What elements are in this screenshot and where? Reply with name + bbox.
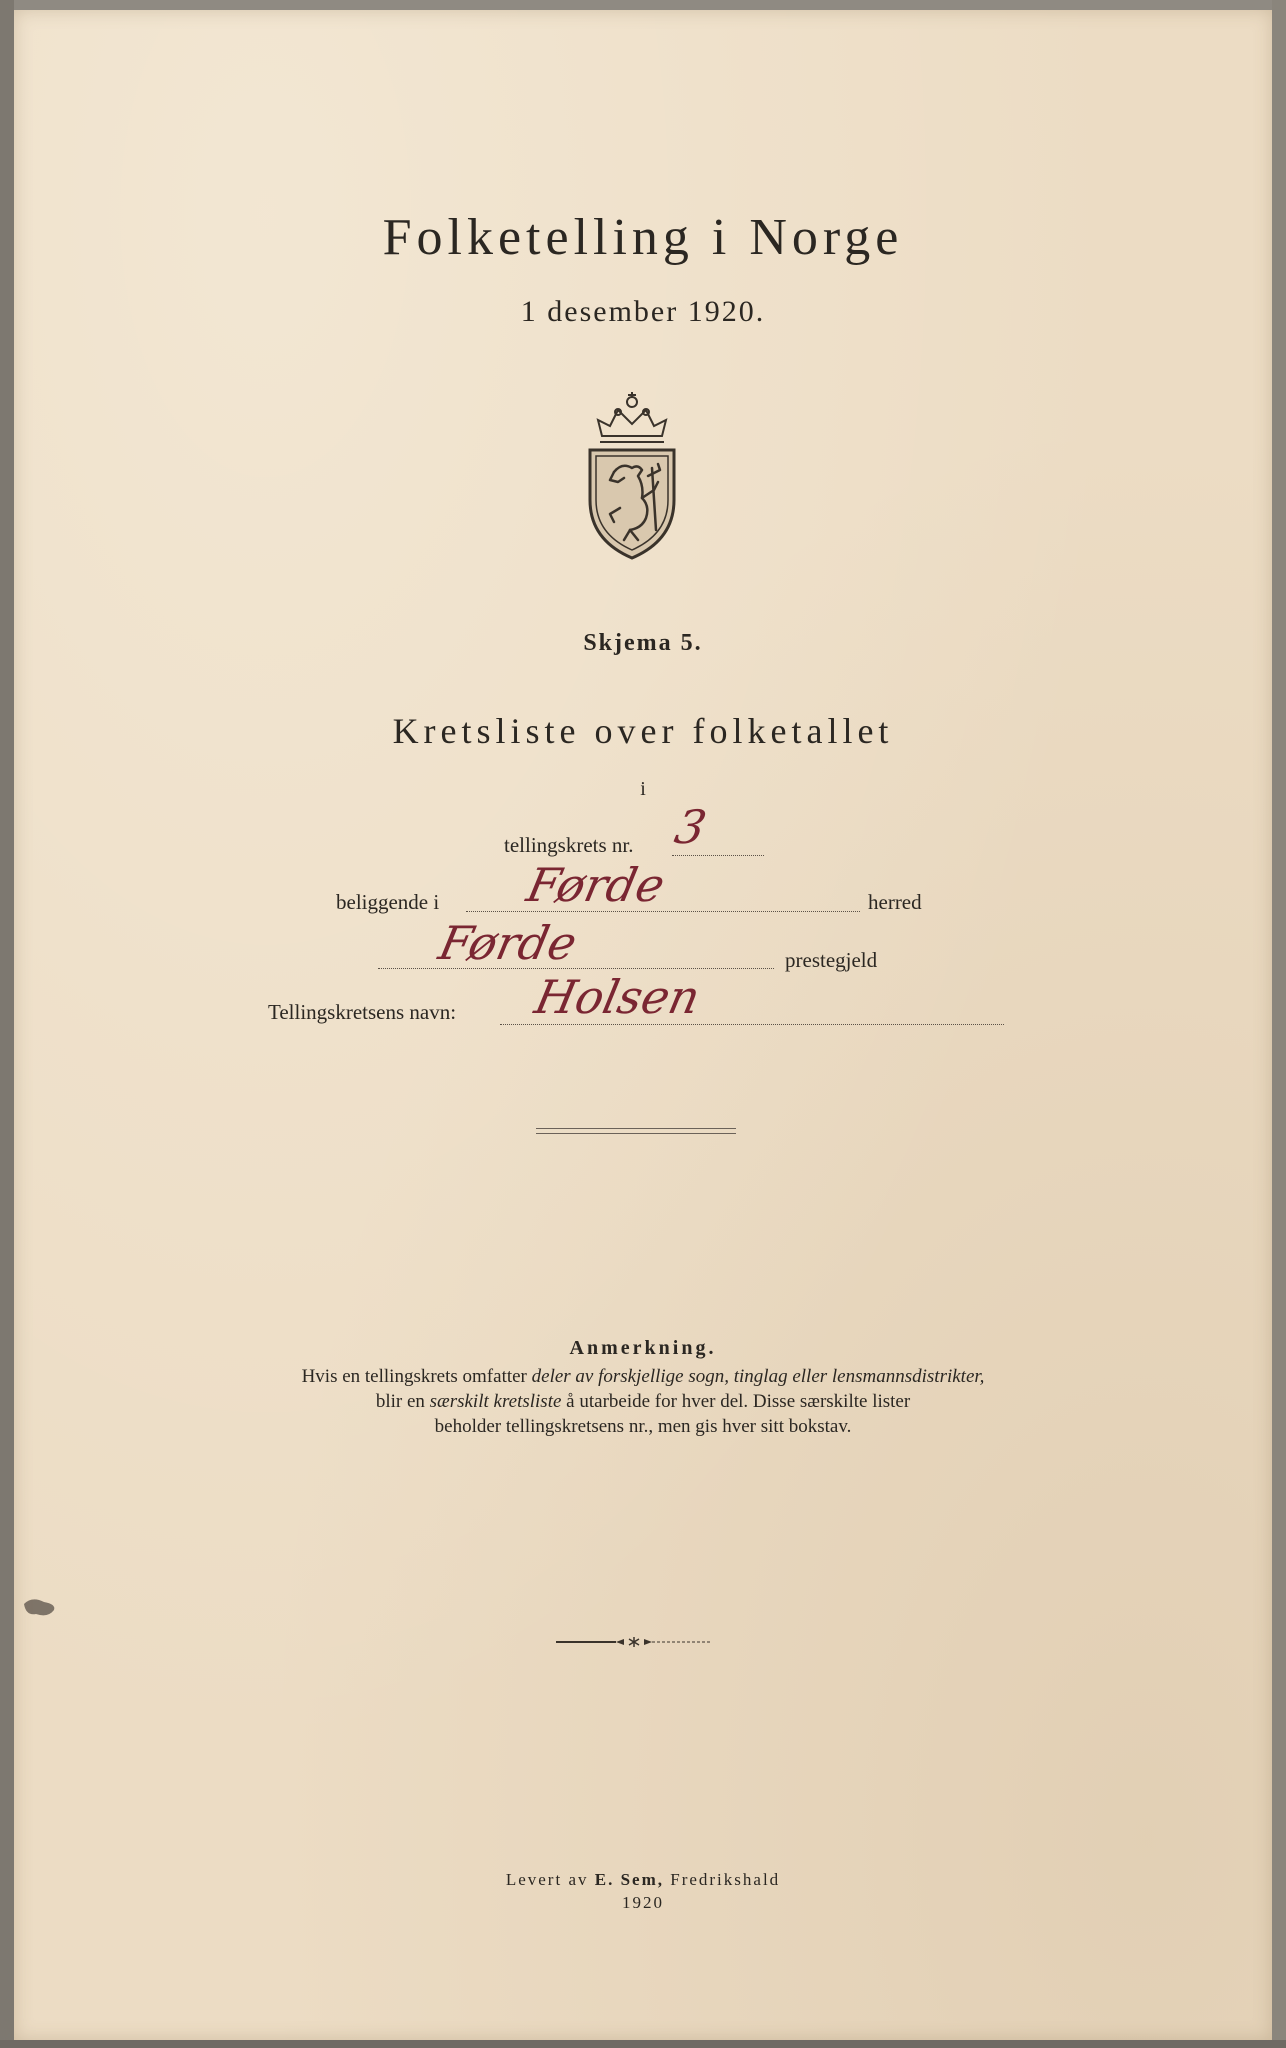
- printer-prefix: Levert av: [505, 1870, 595, 1889]
- note-line-3: beholder tellingskretsens nr., men gis hver sitt bokstav.: [434, 1416, 852, 1437]
- ornament-divider-icon: [556, 1637, 712, 1647]
- scan-edge-bottom: [0, 2040, 1286, 2048]
- prestegjeld-label: prestegjeld: [785, 948, 878, 972]
- connector-i: i: [640, 778, 646, 800]
- printer-place: Fredrikshald: [663, 1870, 781, 1889]
- herred-handwritten: Førde: [522, 858, 670, 912]
- note-heading: Anmerkning.: [569, 1337, 717, 1359]
- census-date: 1 desember 1920.: [520, 295, 766, 328]
- herred-label: herred: [868, 890, 922, 914]
- document-subtitle: Kretsliste over folketallet: [392, 711, 894, 751]
- navn-handwritten: Holsen: [530, 970, 705, 1024]
- note-line-2-plain-a: blir en: [375, 1391, 430, 1412]
- navn-label: Tellingskretsens navn:: [268, 1000, 457, 1024]
- printer-name: E. Sem,: [594, 1870, 664, 1889]
- krets-dotted-line: [672, 855, 764, 856]
- note-line-1-italic: deler av forskjellige sogn, tinglag eller lensmannsdistrikter,: [531, 1366, 985, 1387]
- krets-number-handwritten: 3: [670, 800, 712, 854]
- krets-label: tellingskrets nr.: [504, 833, 634, 857]
- schema-number: Skjema 5.: [583, 630, 703, 656]
- note-line-2-italic: særskilt kretsliste: [429, 1391, 562, 1412]
- prestegjeld-handwritten: Førde: [434, 916, 582, 970]
- note-line-1: [0, 1365, 1286, 1389]
- divider-rule-bottom: [536, 1133, 736, 1134]
- printer-credit: [0, 1870, 1286, 1890]
- note-line-2-plain-b: å utarbeide for hver del. Disse særskilte lister: [561, 1391, 911, 1412]
- note-line-2: [0, 1390, 1286, 1414]
- scan-edge-top: [0, 0, 1286, 10]
- navn-dotted-line: [500, 1024, 1004, 1025]
- document-title: Folketelling i Norge: [382, 209, 904, 266]
- divider-rule-top: [536, 1128, 736, 1129]
- printer-year: 1920: [622, 1893, 664, 1912]
- note-line-1-plain: Hvis en tellingskrets omfatter: [301, 1366, 532, 1387]
- ink-smudge: [20, 1594, 60, 1620]
- norwegian-coat-of-arms-icon: [584, 390, 680, 560]
- beliggende-label: beliggende i: [336, 890, 440, 914]
